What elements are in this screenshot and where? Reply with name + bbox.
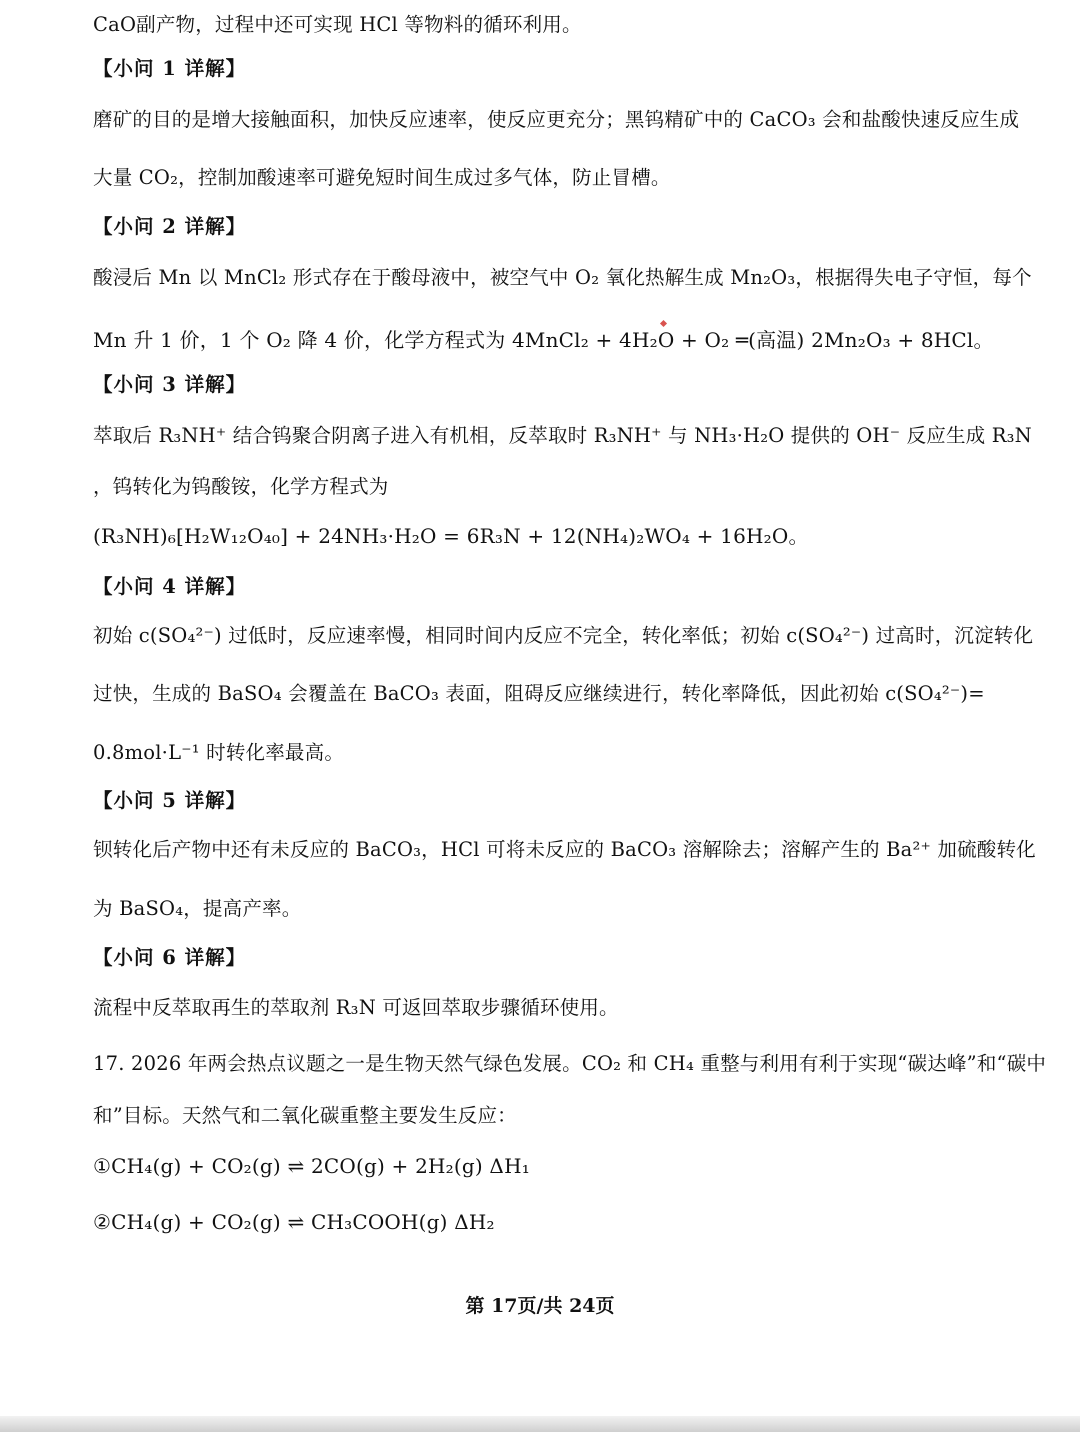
text-line: CaO副产物，过程中还可实现 HCl 等物料的循环利用。: [93, 13, 582, 36]
text-line: 钡转化后产物中还有未反应的 BaCO₃，HCl 可将未反应的 BaCO₃ 溶解除去；溶解产生的 Ba²⁺ 加硫酸转化: [93, 838, 1036, 861]
reaction-2: ②CH₄(g) + CO₂(g) ⇌ CH₃COOH(g) ΔH₂: [93, 1210, 495, 1234]
equation-line: Mn 升 1 价，1 个 O₂ 降 4 价，化学方程式为 4MnCl₂ + 4H₂O + O₂ ═(高温) 2Mn₂O₃ + 8HCl。: [93, 328, 994, 352]
text-line: 初始 c(SO₄²⁻) 过低时，反应速率慢，相同时间内反应不完全，转化率低；初始 c(SO₄²⁻) 过高时，沉淀转化: [93, 624, 1034, 647]
text-line: 过快，生成的 BaSO₄ 会覆盖在 BaCO₃ 表面，阻碍反应继续进行，转化率降低，因此初始 c(SO₄²⁻)=: [93, 682, 985, 705]
equation-line: (R₃NH)₆[H₂W₁₂O₄₀] + 24NH₃·H₂O = 6R₃N + 12(NH₄)₂WO₄ + 16H₂O。: [93, 524, 809, 548]
section-heading: 【小问 3 详解】: [93, 373, 247, 396]
text-line: ，钨转化为钨酸铵，化学方程式为: [93, 475, 389, 498]
text-line: 流程中反萃取再生的萃取剂 R₃N 可返回萃取步骤循环使用。: [93, 996, 619, 1019]
text-line: 和”目标。天然气和二氧化碳重整主要发生反应：: [93, 1104, 517, 1127]
section-heading: 【小问 1 详解】: [93, 57, 247, 80]
text-line: 磨矿的目的是增大接触面积，加快反应速率，使反应更充分；黑钨精矿中的 CaCO₃ 会和盐酸快速反应生成: [93, 108, 1020, 131]
text-line: 为 BaSO₄，提高产率。: [93, 897, 302, 920]
page-edge-shadow: [0, 1416, 1080, 1432]
page-number: 第 17页/共 24页: [465, 1295, 615, 1317]
section-heading: 【小问 2 详解】: [93, 215, 247, 238]
question-text: 17. 2026 年两会热点议题之一是生物天然气绿色发展。CO₂ 和 CH₄ 重整与利用有利于实现“碳达峰”和“碳中: [93, 1052, 1047, 1075]
text-line: 萃取后 R₃NH⁺ 结合钨聚合阴离子进入有机相，反萃取时 R₃NH⁺ 与 NH₃·H₂O 提供的 OH⁻ 反应生成 R₃N: [93, 424, 1032, 447]
reaction-1: ①CH₄(g) + CO₂(g) ⇌ 2CO(g) + 2H₂(g) ΔH₁: [93, 1154, 530, 1178]
text-line: 0.8mol·L⁻¹ 时转化率最高。: [93, 741, 345, 764]
text-line: 酸浸后 Mn 以 MnCl₂ 形式存在于酸母液中，被空气中 O₂ 氧化热解生成 Mn₂O₃，根据得失电子守恒，每个: [93, 266, 1032, 289]
section-heading: 【小问 4 详解】: [93, 575, 247, 598]
section-heading: 【小问 6 详解】: [93, 946, 247, 969]
text-line: 大量 CO₂，控制加酸速率可避免短时间生成过多气体，防止冒槽。: [93, 166, 671, 189]
section-heading: 【小问 5 详解】: [93, 789, 247, 812]
